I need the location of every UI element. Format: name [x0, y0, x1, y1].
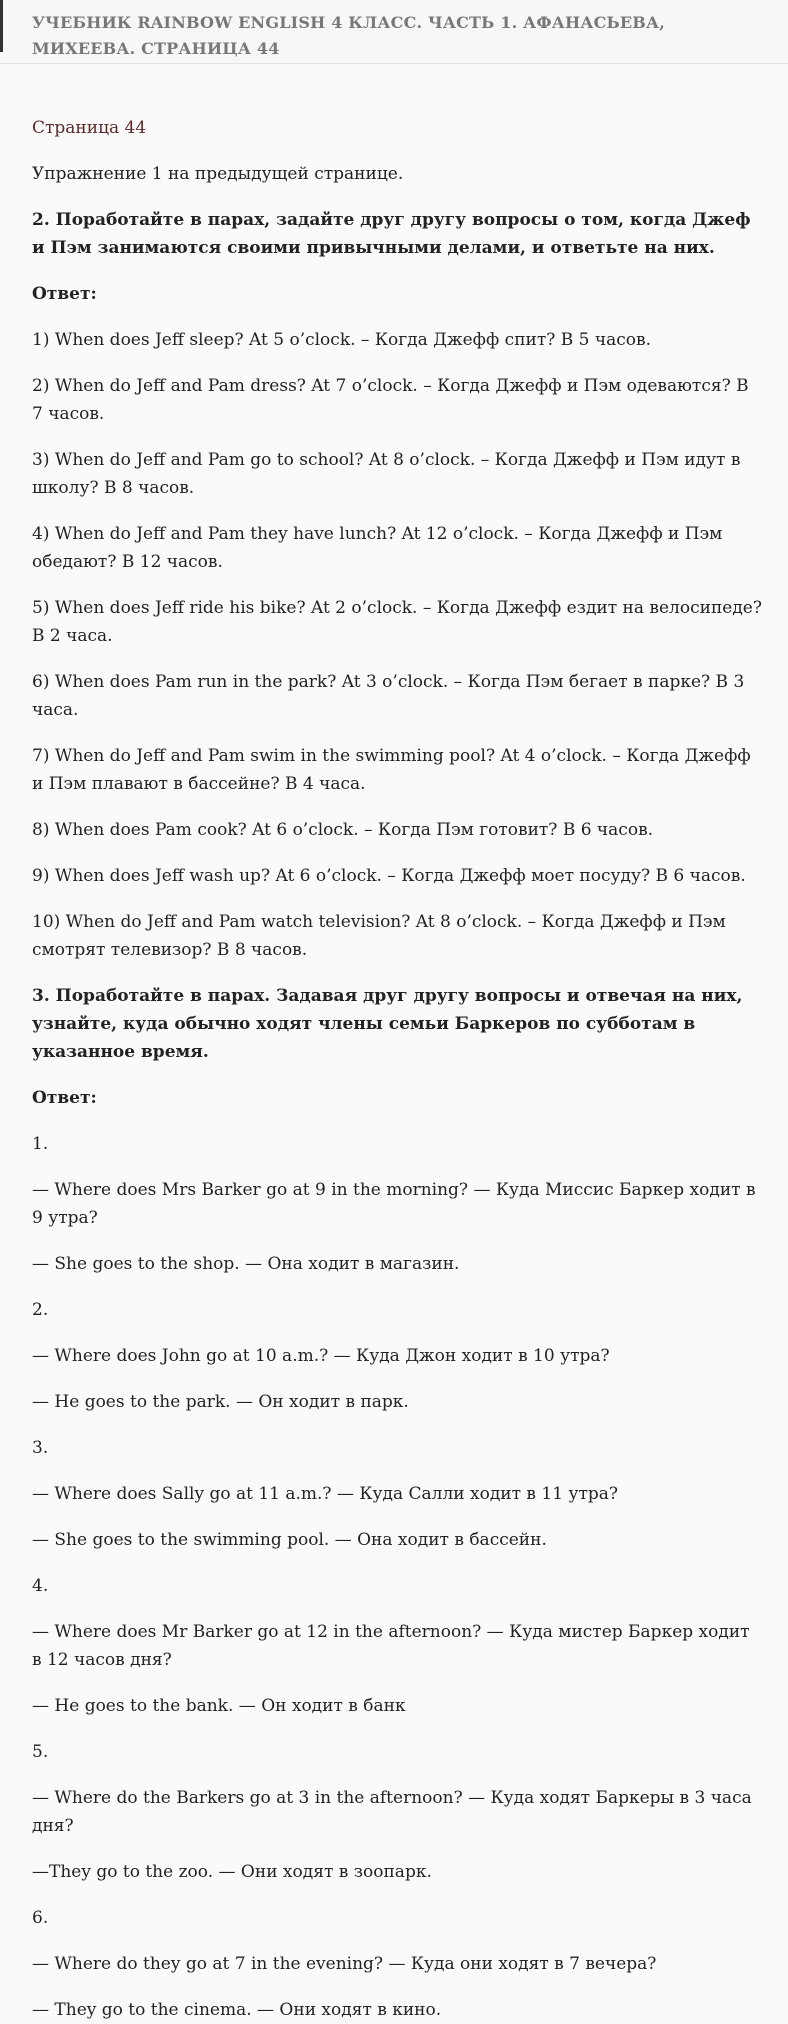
dialogue-answer: — She goes to the shop. — Она ходит в магазин.: [32, 1254, 460, 1274]
task-2-item: 2) When do Jeff and Pam dress? At 7 o’clock. – Когда Джефф и Пэм одеваются? В 7 часов.: [32, 376, 749, 424]
dialogue-number: 2.: [32, 1300, 49, 1320]
dialogue-number: 3.: [32, 1438, 49, 1458]
dialogue-answer: —They go to the zoo. — Они ходят в зоопарк.: [32, 1862, 432, 1882]
dialogue-answer: — They go to the cinema. — Они ходят в кино.: [32, 2000, 442, 2020]
task-3-answer-label: Ответ:: [32, 1088, 97, 1108]
task-2-item: 4) When do Jeff and Pam they have lunch? At 12 o’clock. – Когда Джефф и Пэм обедают? В 12 часов.: [32, 524, 723, 572]
dialogue-answer: — She goes to the swimming pool. — Она ходит в бассейн.: [32, 1530, 547, 1550]
dialogue-question: — Where does Mr Barker go at 12 in the afternoon? — Куда мистер Баркер ходит в 12 часов дня?: [32, 1622, 750, 1670]
task-2-item: 8) When does Pam cook? At 6 o’clock. – Когда Пэм готовит? В 6 часов.: [32, 820, 654, 840]
task-2-title: 2. Поработайте в парах, задайте друг другу вопросы о том, когда Джеф и Пэм занимаются своими привычными делами, и ответьте на них.: [32, 210, 751, 258]
task-2-answer-label: Ответ:: [32, 284, 97, 304]
dialogue-question: — Where do they go at 7 in the evening? — Куда они ходят в 7 вечера?: [32, 1954, 657, 1974]
left-accent-rule: [0, 0, 3, 52]
intro-text: Упражнение 1 на предыдущей странице.: [32, 164, 404, 184]
dialogue-question: — Where does John go at 10 a.m.? — Куда Джон ходит в 10 утра?: [32, 1346, 610, 1366]
task-2-section: [32, 206, 764, 964]
dialogue-question: — Where do the Barkers go at 3 in the afternoon? — Куда ходят Баркеры в 3 часа дня?: [32, 1788, 752, 1836]
task-2-item: 5) When does Jeff ride his bike? At 2 o’clock. – Когда Джефф ездит на велосипеде? В 2 часа.: [32, 598, 762, 646]
dialogue-number: 5.: [32, 1742, 49, 1762]
task-2-item: 9) When does Jeff wash up? At 6 o’clock. – Когда Джефф моет посуду? В 6 часов.: [32, 866, 746, 886]
task-2-item: 1) When does Jeff sleep? At 5 o’clock. – Когда Джефф спит? В 5 часов.: [32, 330, 651, 350]
dialogue-question: — Where does Sally go at 11 a.m.? — Куда Салли ходит в 11 утра?: [32, 1484, 618, 1504]
dialogue-number: 6.: [32, 1908, 49, 1928]
article-header: [0, 0, 788, 64]
dialogue-answer: — He goes to the bank. — Он ходит в банк: [32, 1696, 406, 1716]
task-2-item: 6) When does Pam run in the park? At 3 o’clock. – Когда Пэм бегает в парке? В 3 часа.: [32, 672, 745, 720]
dialogue-question: — Where does Mrs Barker go at 9 in the morning? — Куда Миссис Баркер ходит в 9 утра?: [32, 1180, 756, 1228]
page-label: Страница 44: [32, 118, 147, 138]
dialogue-answer: — He goes to the park. — Он ходит в парк.: [32, 1392, 409, 1412]
task-3-section: [32, 982, 764, 2024]
task-2-item: 10) When do Jeff and Pam watch television? At 8 o’clock. – Когда Джефф и Пэм смотрят телевизор? В 8 часов.: [32, 912, 726, 960]
article-body: [0, 116, 788, 2024]
dialogue-number: 1.: [32, 1134, 49, 1154]
dialogue-number: 4.: [32, 1576, 49, 1596]
task-3-title: 3. Поработайте в парах. Задавая друг другу вопросы и отвечая на них, узнайте, куда обычно ходят члены семьи Баркеров по субботам в указанное время.: [32, 986, 743, 1062]
task-2-item: 3) When do Jeff and Pam go to school? At 8 o’clock. – Когда Джефф и Пэм идут в школу? В 8 часов.: [32, 450, 741, 498]
task-2-item: 7) When do Jeff and Pam swim in the swimming pool? At 4 o’clock. – Когда Джефф и Пэм плавают в бассейне? В 4 часа.: [32, 746, 751, 794]
page-title: УЧЕБНИК RAINBOW ENGLISH 4 КЛАСС. ЧАСТЬ 1. АФАНАСЬЕВА, МИХЕЕВА. СТРАНИЦА 44: [32, 13, 666, 58]
